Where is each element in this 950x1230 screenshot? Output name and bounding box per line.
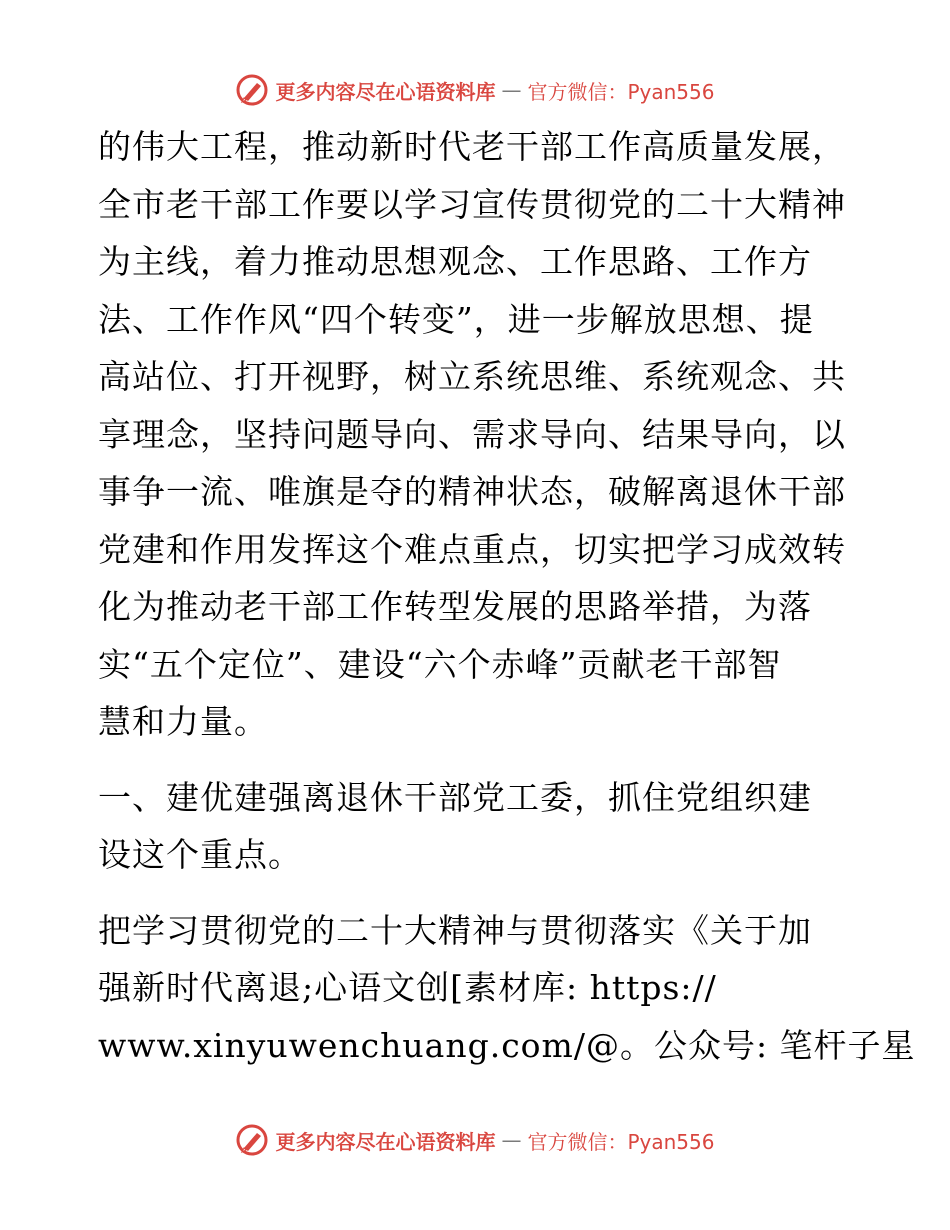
text-line: 全市老干部工作要以学习宣传贯彻党的二十大精神 xyxy=(98,184,846,224)
text-line: 实“五个定位”、建设“六个赤峰”贡献老干部智 xyxy=(98,644,782,684)
text-line: www.xinyuwenchuang.com/@。公众号: 笔杆子星 xyxy=(98,1025,916,1065)
watermark-text: 更多内容尽在心语资料库 xyxy=(275,79,496,104)
paragraph-1 xyxy=(98,118,858,751)
text-line: 为主线，着力推动思想观念、工作思路、工作方 xyxy=(98,242,812,281)
wechat-text: 官方微信：Pyan556 xyxy=(527,1129,715,1154)
document-body xyxy=(98,118,916,1074)
text-line: 法、工作作风“四个转变”，进一步解放思想、提 xyxy=(98,299,814,339)
text-line: 把学习贯彻党的二十大精神与贯彻落实《关于加 xyxy=(98,910,812,950)
heading-line: 设这个重点。 xyxy=(98,835,302,874)
watermark-text: 更多内容尽在心语资料库 xyxy=(275,1129,496,1154)
text-line: 强新时代离退;心语文创[素材库: https:// xyxy=(98,968,717,1007)
section-heading xyxy=(98,769,858,884)
wechat-text: 官方微信：Pyan556 xyxy=(527,79,715,104)
paragraph-2 xyxy=(98,902,916,1075)
header-watermark xyxy=(0,70,950,110)
text-line: 享理念，坚持问题导向、需求导向、结果导向，以 xyxy=(98,414,846,454)
pen-logo-icon xyxy=(235,1123,269,1157)
text-line: 化为推动老干部工作转型发展的思路举措，为落 xyxy=(98,587,812,626)
watermark-separator: — xyxy=(501,78,522,102)
text-line: 党建和作用发挥这个难点重点，切实把学习成效转 xyxy=(98,529,846,569)
heading-line: 一、建优建强离退休干部党工委，抓住党组织建 xyxy=(98,777,812,817)
text-line: 慧和力量。 xyxy=(98,702,268,741)
footer-watermark xyxy=(0,1120,950,1160)
text-line: 事争一流、唯旗是夺的精神状态，破解离退休干部 xyxy=(98,472,846,511)
text-line: 高站位、打开视野，树立系统思维、系统观念、共 xyxy=(98,357,846,396)
text-line: 的伟大工程，推动新时代老干部工作高质量发展， xyxy=(98,127,846,166)
watermark-separator: — xyxy=(501,1128,522,1152)
pen-logo-icon xyxy=(235,73,269,107)
